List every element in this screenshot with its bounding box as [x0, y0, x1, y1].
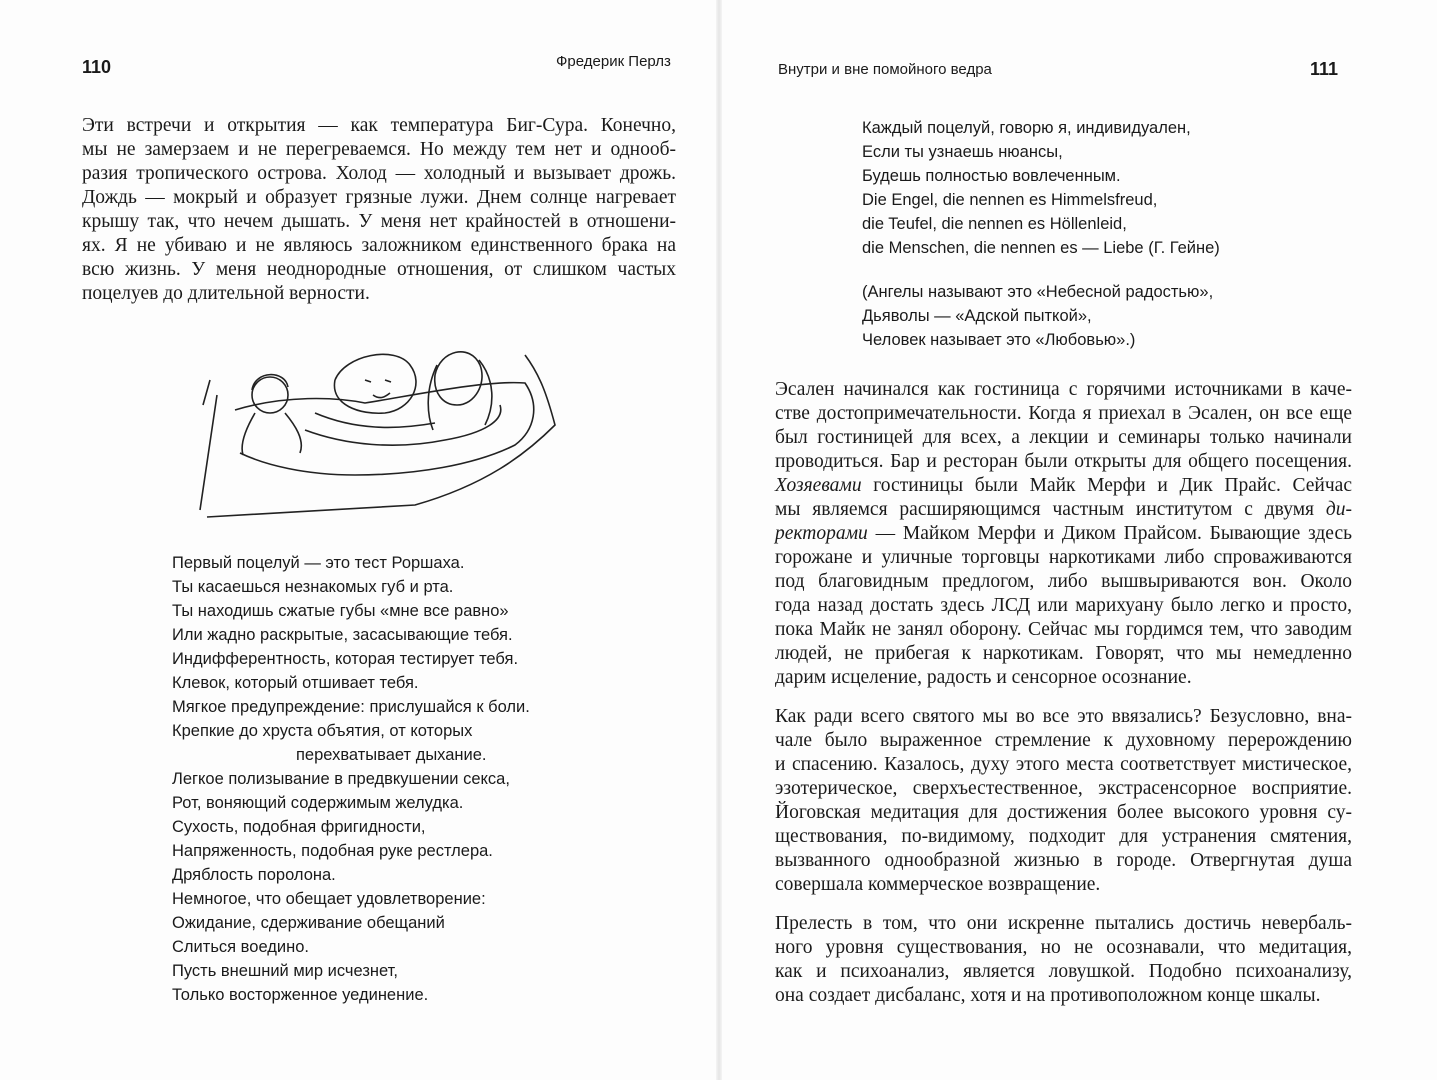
text-line: мы не замерзаем и не перегреваемся. Но между тем нет и однооб-	[82, 139, 676, 160]
text-span: был гостиницей для всех, а лекции и семинары только начинали	[775, 427, 1352, 448]
poem-line: Ты касаешься незнакомых губ и рта.	[172, 578, 454, 596]
text-span: пока Майк не занял оборону. Сейчас мы гордимся тем, что заводим	[775, 619, 1352, 640]
text-span: года назад достать здесь ЛСД или марихуану было легко и просто,	[775, 595, 1352, 616]
text-line	[775, 912, 1352, 936]
italic-text: ректорами	[775, 523, 868, 544]
text-line	[775, 753, 1352, 777]
text-span: людей, не прибегая к наркотикам. Говорят, что мы немедленно	[775, 643, 1352, 664]
text-span: чале было выраженное стремление к духовному перерождению	[775, 730, 1352, 751]
text-line	[775, 936, 1352, 960]
poem-line: Ожидание, сдерживание обещаний	[172, 914, 445, 932]
text-line: крышу так, что нечем дышать. У меня нет крайностей в отношени-	[82, 211, 676, 232]
poem-line: Легкое полизывание в предвкушении секса,	[172, 770, 510, 788]
text-span: ществования, по-видимому, подходит для устранения смятения,	[775, 826, 1352, 847]
text-line	[775, 984, 1352, 1008]
poem-line: Только восторженное уединение.	[172, 986, 429, 1004]
text-line	[775, 666, 1352, 690]
text-span: горожане и уличные торговцы наркотиками либо спроваживаются	[775, 547, 1352, 568]
text-line: поцелуев до длительной верности.	[82, 283, 370, 304]
poem-line: die Menschen, die nennen es — Liebe (Г. Гейне)	[862, 239, 1220, 257]
italic-text: Хозяевами	[775, 475, 862, 496]
right-poem	[862, 116, 1220, 352]
translation-line: Дьяволы — «Адской пыткой»,	[862, 307, 1092, 325]
poem-line: Die Engel, die nennen es Himmelsfreud,	[862, 191, 1158, 209]
text-line	[775, 426, 1352, 450]
text-line	[775, 801, 1352, 825]
right-paragraphs	[775, 378, 1352, 1023]
book-gutter	[716, 0, 722, 1080]
right-running-head: Внутри и вне помойного ведра	[778, 61, 992, 78]
translation-line: Человек называет это «Любовью».)	[862, 331, 1136, 349]
poem-line: Каждый поцелуй, говорю я, индивидуален,	[862, 119, 1191, 137]
text-span: ного уровня существования, но не осознавали, что медитация,	[775, 937, 1352, 958]
poem-line: Сухость, подобная фригидности,	[172, 818, 426, 836]
paragraph	[775, 912, 1352, 1008]
text-span: мы являемся расширяющимся частным институтом с двумя	[775, 499, 1326, 520]
hot-tub-sketch-illustration	[195, 335, 565, 525]
text-span: совершала коммерческое возвращение.	[775, 874, 1101, 895]
stanza-gap	[862, 260, 1220, 280]
text-line	[775, 705, 1352, 729]
text-span: Йоговская медитация для достижения более высокого уровня су-	[775, 802, 1352, 823]
text-span: — Майком Мерфи и Диком Прайсом. Бывающие здесь	[867, 523, 1352, 544]
left-poem	[172, 551, 530, 1007]
text-line	[775, 522, 1352, 546]
text-line: Дождь — мокрый и образует грязные лужи. Днем солнце нагревает	[82, 187, 676, 208]
poem-line: Мягкое предупреждение: прислушайся к боли.	[172, 698, 530, 716]
text-line: всю жизнь. У меня неоднородные отношения, от слишком частых	[82, 259, 676, 280]
text-line	[775, 570, 1352, 594]
left-page-number: 110	[82, 57, 112, 77]
text-line	[775, 378, 1352, 402]
poem-line: Если ты узнаешь нюансы,	[862, 143, 1063, 161]
text-line	[775, 729, 1352, 753]
text-line	[775, 873, 1352, 897]
text-span: Как ради всего святого мы во все это ввязались? Безусловно, вна-	[775, 706, 1352, 727]
poem-line: Или жадно раскрытые, засасывающие тебя.	[172, 626, 513, 644]
text-span: Прелесть в том, что они искренне пытались достичь невербаль-	[775, 913, 1352, 934]
paragraph	[775, 705, 1352, 897]
text-line	[775, 450, 1352, 474]
text-line	[775, 825, 1352, 849]
text-span: вызванного однообразной жизнью в городе. Отвергнутая душа	[775, 850, 1352, 871]
text-span: Эсален начинался как гостиница с горячими источниками в каче-	[775, 379, 1352, 400]
poem-line: Крепкие до хруста объятия, от которых	[172, 722, 473, 740]
text-span: проводиться. Бар и ресторан были открыты для общего посещения.	[775, 451, 1352, 472]
poem-line: Клевок, который отшивает тебя.	[172, 674, 419, 692]
text-line	[775, 402, 1352, 426]
text-line	[775, 960, 1352, 984]
text-line	[775, 594, 1352, 618]
text-span: под благовидным предлогом, либо вышвыриваются вон. Около	[775, 571, 1352, 592]
left-paragraph	[82, 114, 676, 306]
text-line	[775, 642, 1352, 666]
text-span: и спасению. Казалось, духу этого места соответствует мистическое,	[775, 754, 1352, 775]
poem-line: Индифферентность, которая тестирует тебя.	[172, 650, 519, 668]
text-line	[775, 618, 1352, 642]
paragraph	[775, 378, 1352, 690]
right-page-number: 111	[1310, 59, 1339, 79]
left-running-head: Фредерик Перлз	[556, 53, 671, 70]
text-line	[775, 474, 1352, 498]
text-line	[775, 498, 1352, 522]
text-line: разия тропического острова. Холод — холодный и вызывает дрожь.	[82, 163, 676, 184]
poem-line: Дряблость поролона.	[172, 866, 336, 884]
poem-line: Рот, воняющий содержимым желудка.	[172, 794, 464, 812]
poem-line: Слиться воедино.	[172, 938, 309, 956]
translation-line: (Ангелы называют это «Небесной радостью»,	[862, 283, 1214, 301]
poem-line: Немногое, что обещает удовлетворение:	[172, 890, 486, 908]
poem-line: die Teufel, die nennen es Höllenleid,	[862, 215, 1127, 233]
italic-text: ди-	[1325, 499, 1352, 520]
poem-line: Будешь полностью вовлеченным.	[862, 167, 1121, 185]
poem-line: перехватывает дыхание.	[296, 746, 487, 764]
text-span: как и психоанализ, является ловушкой. Подобно психоанализу,	[775, 961, 1352, 982]
poem-line: Первый поцелуй — это тест Роршаха.	[172, 554, 465, 572]
text-span: гостиницы были Майк Мерфи и Дик Прайс. Сейчас	[861, 475, 1352, 496]
text-line	[775, 546, 1352, 570]
text-span: эзотерическое, сверхъестественное, экстрасенсорное восприятие.	[775, 778, 1352, 799]
poem-line: Пусть внешний мир исчезнет,	[172, 962, 398, 980]
text-line	[775, 849, 1352, 873]
text-line	[775, 777, 1352, 801]
poem-line: Ты находишь сжатые губы «мне все равно»	[172, 602, 509, 620]
text-line: Эти встречи и открытия — как температура Биг-Сура. Конечно,	[82, 115, 676, 136]
text-span: дарим исцеление, радость и сенсорное осознание.	[775, 667, 1192, 688]
text-line: ях. Я не убиваю и не являюсь заложником единственного брака на	[82, 235, 676, 256]
poem-line: Напряженность, подобная руке рестлера.	[172, 842, 493, 860]
text-span: она создает дисбаланс, хотя и на противоположном конце шкалы.	[775, 985, 1321, 1006]
text-span: стве достопримечательности. Когда я приехал в Эсален, он все еще	[775, 403, 1352, 424]
